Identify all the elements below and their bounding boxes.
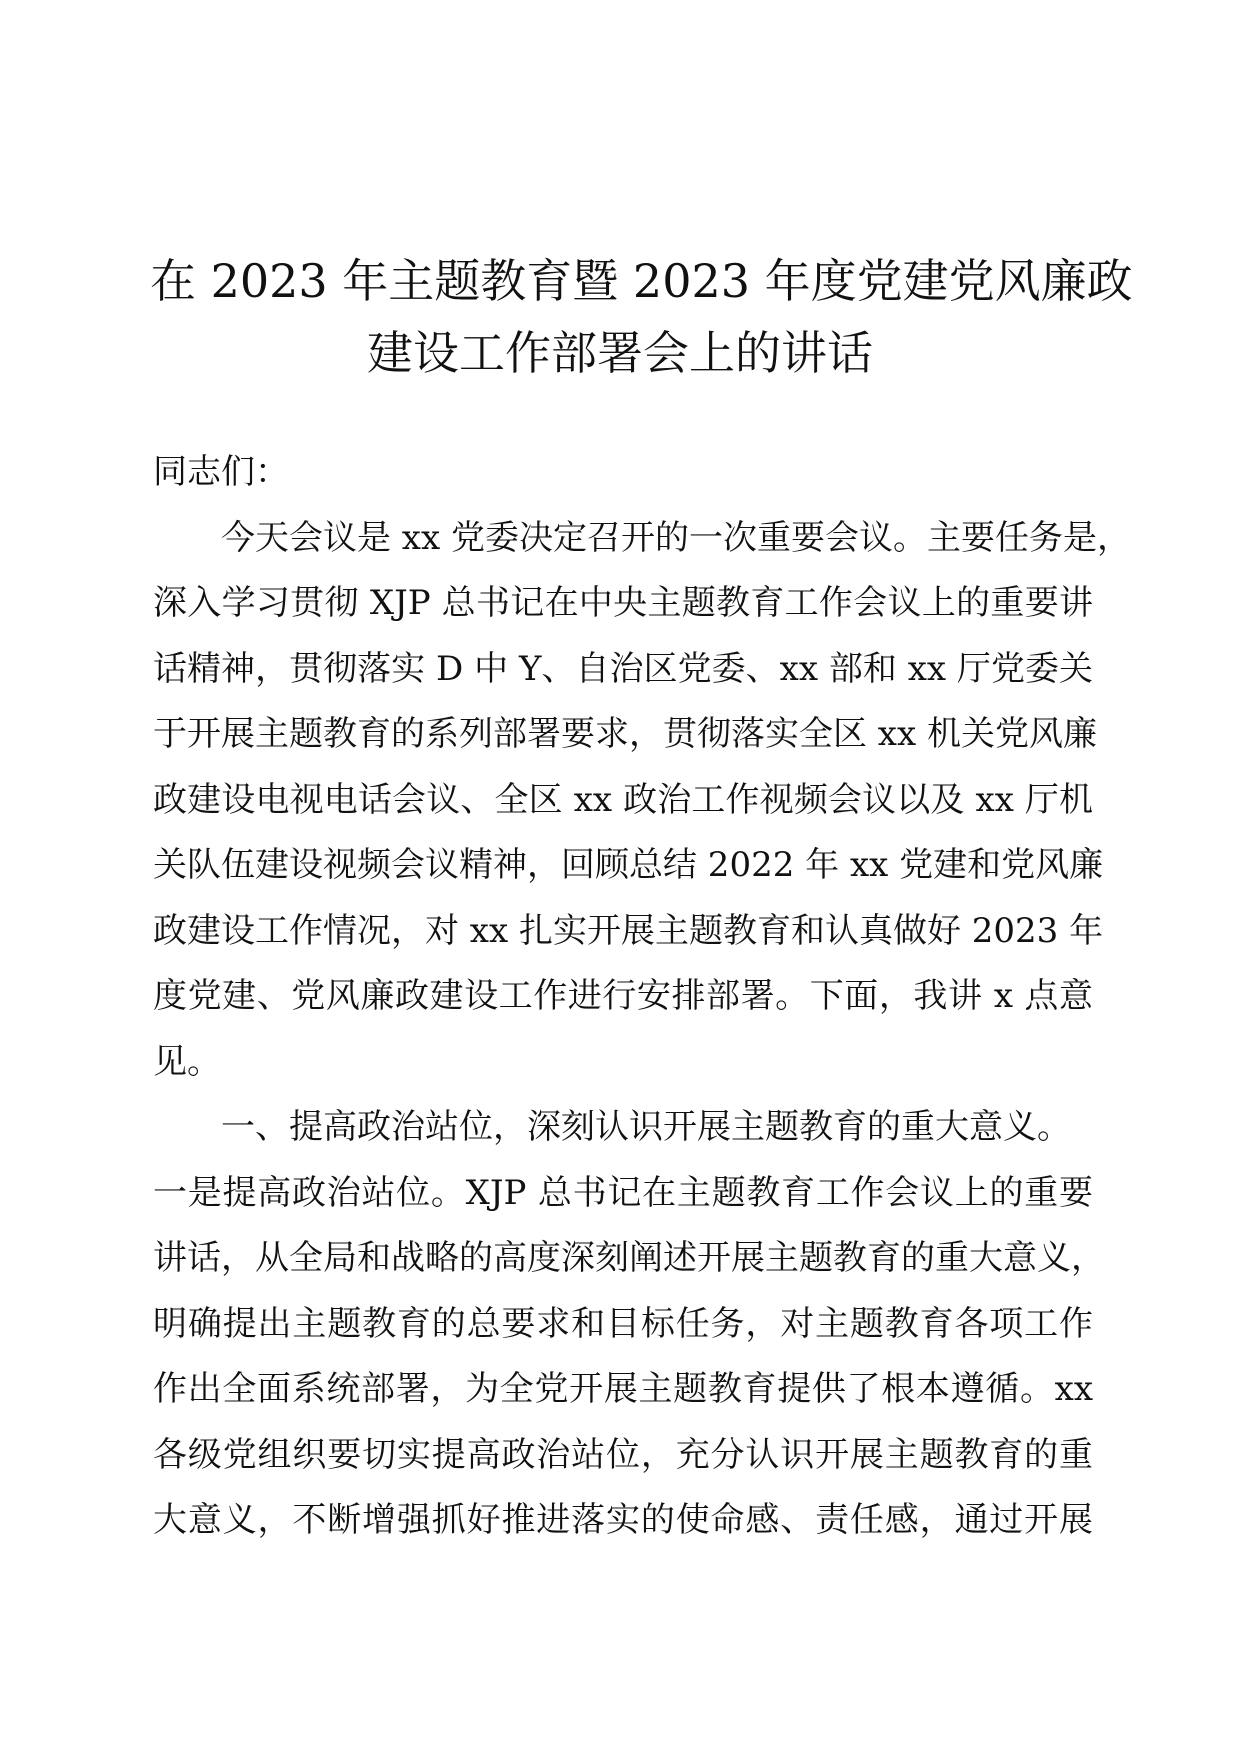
- paragraph-1: [153, 506, 1131, 1096]
- title-line-1: 在 2023 年主题教育暨 2023 年度党建党风廉政: [150, 254, 1133, 308]
- paragraph-1-line: 于开展主题教育的系列部署要求，贯彻落实全区 xx 机关党风廉: [153, 714, 1097, 754]
- paragraph-2-line: 作出全面系统部署，为全党开展主题教育提供了根本遵循。xx: [153, 1369, 1093, 1409]
- paragraph-1-line: 政建设电视电话会议、全区 xx 政治工作视频会议以及 xx 厅机: [153, 779, 1093, 820]
- title-line-2: 建设工作部署会上的讲话: [367, 326, 873, 380]
- document-body: [153, 440, 1131, 1554]
- paragraph-1-line: 见。: [153, 1041, 221, 1082]
- paragraph-1-line: 政建设工作情况，对 xx 扎实开展主题教育和认真做好 2023 年: [153, 910, 1104, 951]
- paragraph-1-line: 今天会议是 xx 党委决定召开的一次重要会议。主要任务是，: [221, 517, 1131, 558]
- section-heading: 一、提高政治站位，深刻认识开展主题教育的重大意义。: [221, 1107, 1071, 1147]
- paragraph-2-line: 大意义，不断增强抓好推进落实的使命感、责任感，通过开展: [153, 1500, 1093, 1540]
- document-title: [150, 245, 1133, 389]
- salutation: 同志们：: [153, 452, 289, 492]
- paragraph-2-line: 一是提高政治站位。XJP 总书记在主题教育工作会议上的重要: [153, 1172, 1093, 1213]
- paragraph-1-line: 关队伍建设视频会议精神，回顾总结 2022 年 xx 党建和党风廉: [153, 845, 1104, 885]
- paragraph-1-line: 度党建、党风廉政建设工作进行安排部署。下面，我讲 x 点意: [153, 976, 1093, 1016]
- paragraph-1-line: 深入学习贯彻 XJP 总书记在中央主题教育工作会议上的重要讲: [153, 583, 1093, 623]
- paragraph-1-line: 话精神，贯彻落实 D 中 Y、自治区党委、xx 部和 xx 厅党委关: [153, 648, 1093, 689]
- paragraph-2-line: 明确提出主题教育的总要求和目标任务，对主题教育各项工作: [153, 1303, 1093, 1344]
- paragraph-2-line: 讲话，从全局和战略的高度深刻阐述开展主题教育的重大意义，: [153, 1238, 1105, 1278]
- paragraph-2: [153, 1095, 1105, 1554]
- paragraph-2-line: 各级党组织要切实提高政治站位，充分认识开展主题教育的重: [153, 1434, 1093, 1475]
